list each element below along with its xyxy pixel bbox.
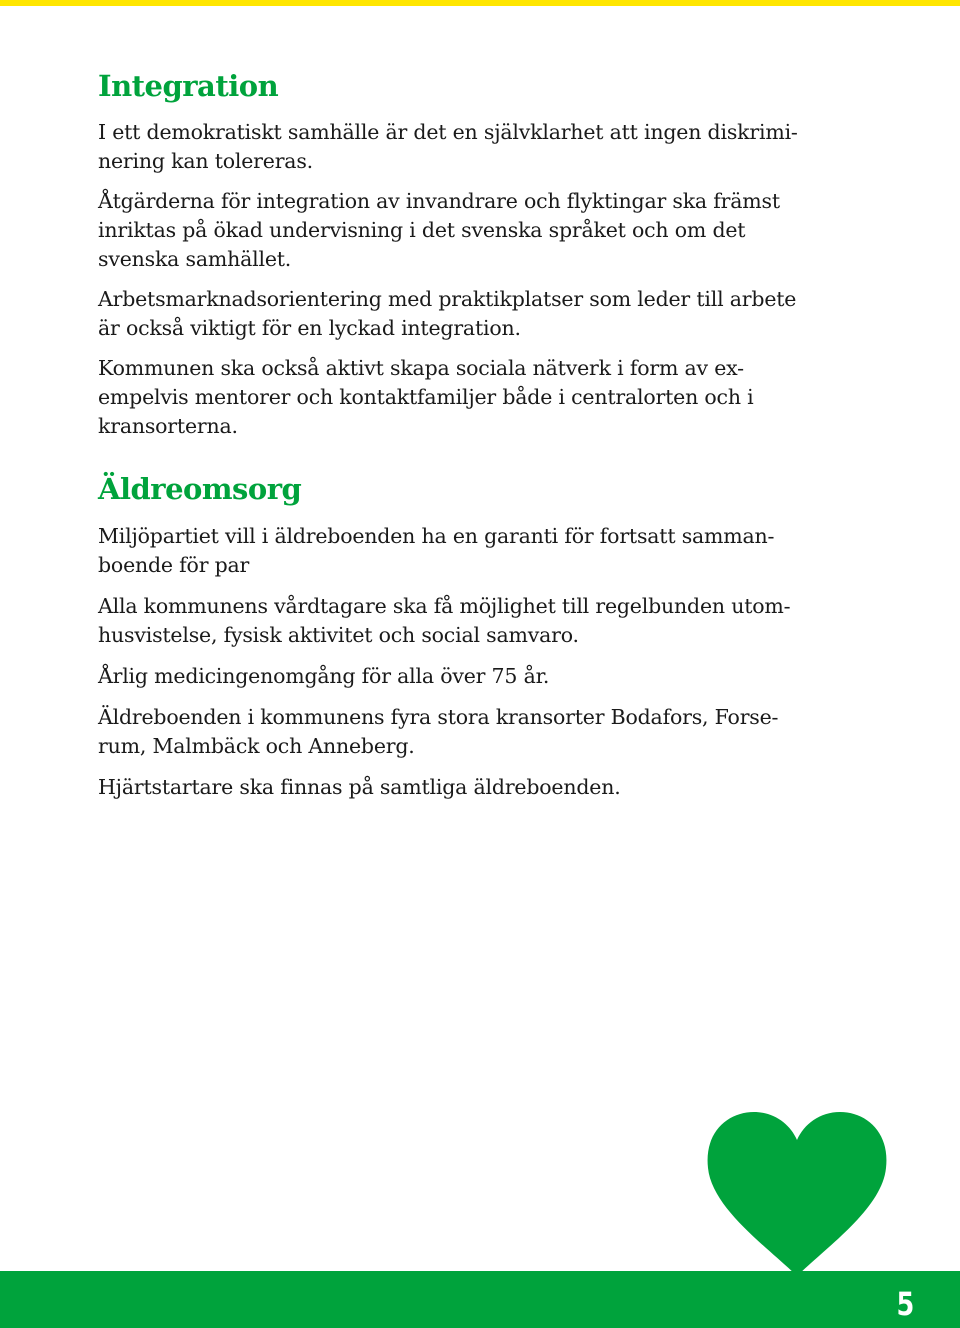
heart-shape: [708, 1112, 887, 1276]
paragraph: Åtgärderna för integration av invandrare och flyktingar ska främst inriktas på ökad undervisning i det svenska språket och om det svenska samhället.: [98, 189, 780, 271]
page-content: [98, 66, 868, 802]
section-integration: [98, 66, 868, 441]
top-accent-bar: [0, 0, 960, 6]
section-heading-aldreomsorg: Äldreomsorg: [98, 472, 302, 506]
paragraph: Hjärtstartare ska finnas på samtliga äldreboenden.: [98, 775, 621, 799]
footer-bar: [0, 1271, 960, 1328]
heart-icon: [706, 1110, 888, 1278]
paragraph: Arbetsmarknadsorientering med praktikplatser som leder till arbete är också viktigt för en lyckad integration.: [98, 287, 797, 340]
paragraph: Alla kommunens vårdtagare ska få möjlighet till regelbunden utom- husvistelse, fysisk aktivitet och social samvaro.: [98, 594, 791, 647]
paragraph: Årlig medicingenomgång för alla över 75 år.: [98, 664, 550, 688]
paragraph: Äldreboenden i kommunens fyra stora kransorter Bodafors, Forse- rum, Malmbäck och Anneberg.: [98, 705, 779, 758]
paragraph: Kommunen ska också aktivt skapa sociala nätverk i form av ex- empelvis mentorer och kontaktfamiljer både i centralorten och i kransorterna.: [98, 356, 754, 438]
section-aldreomsorg: [98, 469, 868, 802]
paragraph: Miljöpartiet vill i äldreboenden ha en garanti för fortsatt samman- boende för par: [98, 524, 775, 577]
page-number: 5: [896, 1285, 914, 1323]
section-heading-integration: Integration: [98, 69, 279, 103]
paragraph: I ett demokratiskt samhälle är det en självklarhet att ingen diskrimi- nering kan tolereras.: [98, 120, 798, 173]
